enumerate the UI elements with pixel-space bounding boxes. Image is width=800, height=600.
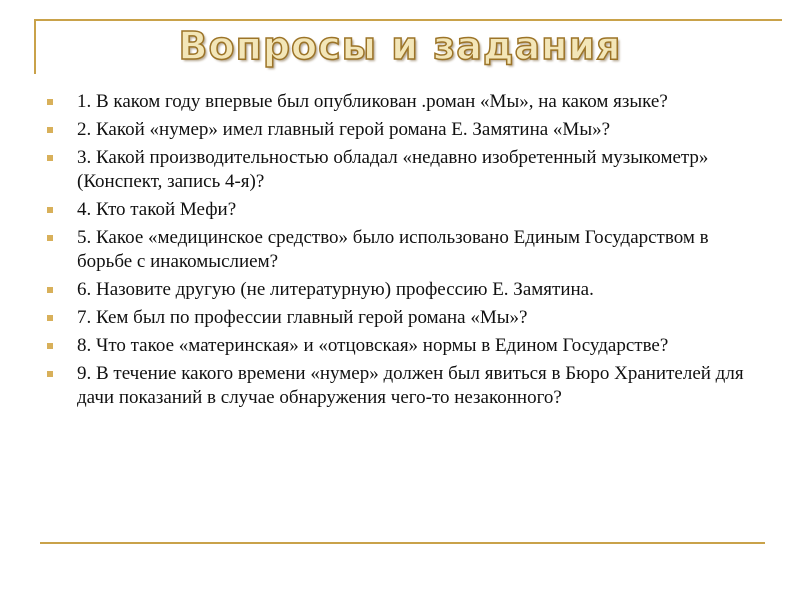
square-bullet-icon [47,371,53,377]
square-bullet-icon [47,287,53,293]
question-list [45,90,745,414]
question-text: 2. Какой «нумер» имел главный герой романа Е. Замятина «Мы»? [77,119,611,140]
question-text: 4. Кто такой Мефи? [77,199,237,220]
question-item [45,278,745,302]
question-item [45,146,745,194]
question-item [45,306,745,330]
question-item [45,362,745,410]
square-bullet-icon [47,315,53,321]
slide-title: Вопросы и задания [178,24,622,68]
question-text: 6. Назовите другую (не литературную) профессию Е. Замятина. [77,279,594,300]
square-bullet-icon [47,235,53,241]
question-item [45,226,745,274]
question-item [45,90,745,114]
square-bullet-icon [47,343,53,349]
question-item [45,198,745,222]
frame-line-top [34,19,782,21]
question-text: 9. В течение какого времени «нумер» должен был явиться в Бюро Хранителей для дачи показаний в случае обнаружения чего-то незаконного? [77,363,744,408]
question-text: 3. Какой производительностью обладал «недавно изобретенный музыкометр» (Конспект, запись 4-я)? [77,147,709,192]
question-text: 1. В каком году впервые был опубликован .роман «Мы», на каком языке? [77,91,668,112]
question-item [45,334,745,358]
frame-line-bottom [40,542,765,544]
question-item [45,118,745,142]
square-bullet-icon [47,99,53,105]
square-bullet-icon [47,127,53,133]
square-bullet-icon [47,207,53,213]
question-text: 5. Какое «медицинское средство» было использовано Единым Государством в борьбе с инакомыслием? [77,227,709,272]
question-text: 7. Кем был по профессии главный герой романа «Мы»? [77,307,528,328]
square-bullet-icon [47,155,53,161]
question-text: 8. Что такое «материнская» и «отцовская» нормы в Едином Государстве? [77,335,669,356]
